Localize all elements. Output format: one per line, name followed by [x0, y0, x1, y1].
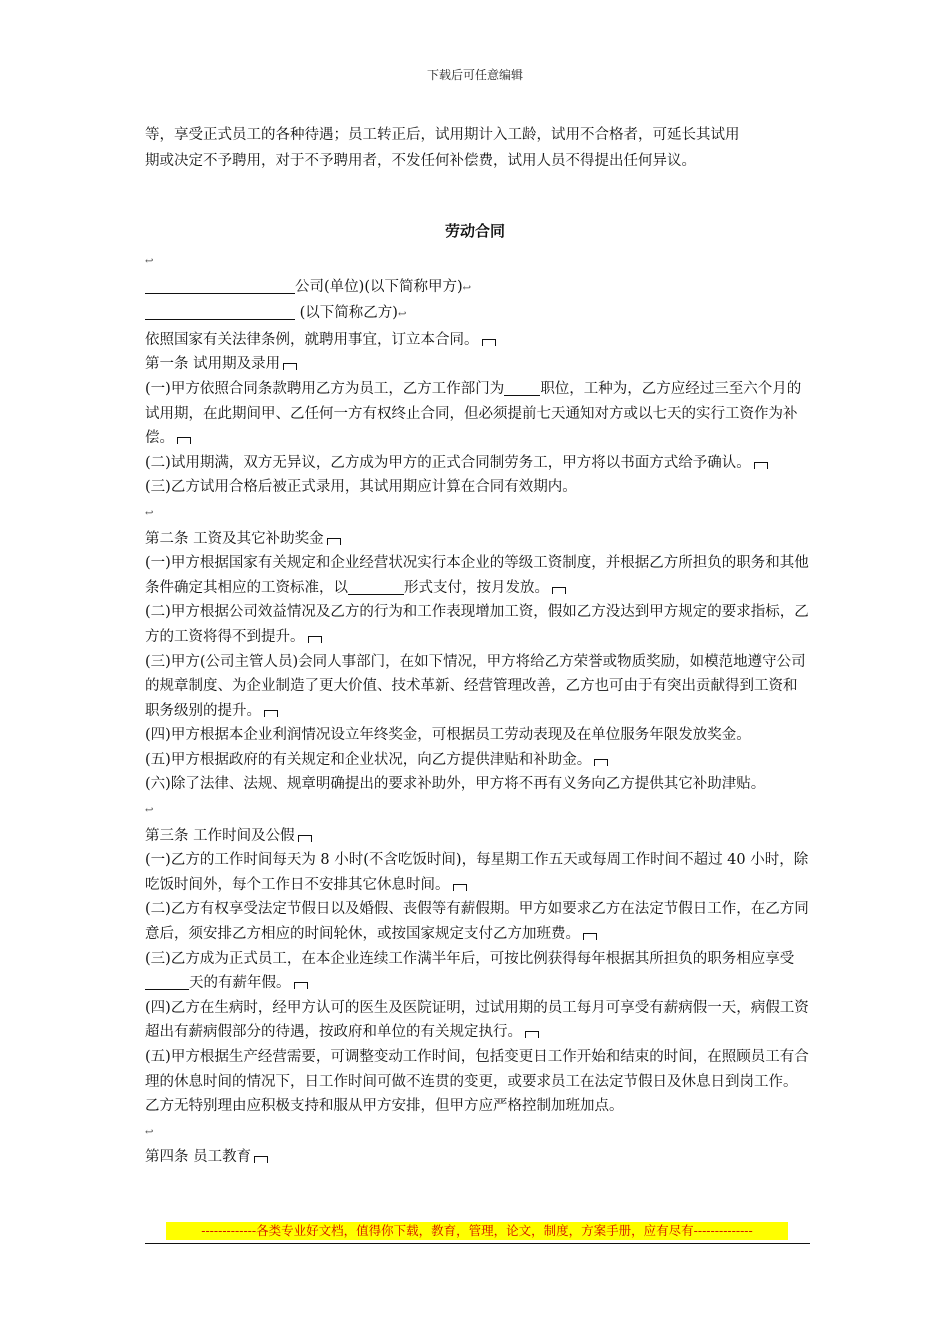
- footer-divider: [145, 1243, 810, 1244]
- return-icon: [525, 1031, 539, 1038]
- intro-paragraph: [145, 122, 810, 174]
- return-icon: [583, 933, 597, 940]
- preamble: 依照国家有关法律条例，就聘用事宜，订立本合同。: [145, 328, 810, 353]
- clause-2-2: (二)甲方根据公司效益情况及乙方的行为和工作表现增加工资，假如乙方没达到甲方规定的要求指标，乙方的工资将得不到提升。: [145, 604, 809, 645]
- intro-line-2: 期或决定不予聘用，对于不予聘用者，不发任何补偿费，试用人员不得提出任何异议。: [145, 153, 696, 169]
- clause-3-2: (二)乙方有权享受法定节假日以及婚假、丧假等有薪假期。甲方如要求乙方在法定节假日工作，在乙方同意后，须安排乙方相应的时间轮休，或按国家规定支付乙方加班费。: [145, 901, 809, 943]
- return-icon: [283, 363, 297, 370]
- paragraph-mark: ↩: [145, 507, 154, 519]
- paragraph-mark: ↩: [145, 256, 154, 267]
- contract-body: [145, 248, 810, 1170]
- clause-2-3: (三)甲方(公司主管人员)会同人事部门，在如下情况，甲方将给乙方荣誉或物质奖励，如模范地遵守公司的规章制度、为企业制造了更大价值、技术革新、经营管理改善，乙方也可由于有突出贡献得到工资和职务级别的提升。: [145, 653, 806, 719]
- document-title: 劳动合同: [444, 222, 505, 240]
- return-icon: [482, 339, 496, 346]
- return-icon: [453, 884, 467, 891]
- clause-1-1: (一)甲方依照合同条款聘用乙方为员工，乙方工作部门为 职位，工种为，乙方应经过三至六个月的试用期，在此期间甲、乙任何一方有权终止合同，但必须提前七天通知对方或以七天的实行工资作为补偿。: [145, 380, 802, 447]
- blank-leave-days[interactable]: [145, 975, 189, 990]
- return-icon: [294, 982, 308, 989]
- return-icon: [177, 437, 191, 444]
- return-icon: [254, 1156, 268, 1163]
- return-icon: [594, 759, 608, 766]
- clause-3-3: (三)乙方成为正式员工，在本企业连续工作满半年后，可按比例获得每年根据其所担负的职务相应享受天的有薪年假。: [145, 950, 795, 992]
- return-icon: [264, 710, 278, 717]
- blank-department[interactable]: [504, 381, 540, 396]
- return-icon: [308, 636, 322, 643]
- clause-3-5: (五)甲方根据生产经营需要，可调整变动工作时间，包括变更日工作开始和结束的时间，在照顾员工有合理的休息时间的情况下，日工作时间可做不连贯的变更，或要求员工在法定节假日及休息日到岗工作。乙方无特别理由应积极支持和服从甲方安排，但甲方应严格控制加班加点。: [145, 1049, 809, 1115]
- clause-2-5: (五)甲方根据政府的有关规定和企业状况，向乙方提供津贴和补助金。: [145, 748, 810, 773]
- blank-payment-form[interactable]: [348, 580, 404, 595]
- blank-party-b[interactable]: [145, 305, 295, 320]
- clause-2-1: (一)甲方根据国家有关规定和企业经营状况实行本企业的等级工资制度，并根据乙方所担负的职务和其他条件确定其相应的工资标准，以 形式支付，按月发放。: [145, 555, 809, 596]
- return-icon: [552, 587, 566, 594]
- blank-party-a[interactable]: [145, 279, 295, 294]
- clause-2-4: (四)甲方根据本企业利润情况设立年终奖金，可根据员工劳动表现及在单位服务年限发放奖金。: [145, 727, 751, 744]
- clause-2-6: (六)除了法律、法规、规章明确提出的要求补助外，甲方将不再有义务向乙方提供其它补助津贴。: [145, 776, 766, 793]
- section-heading-4: 第四条 员工教育: [145, 1145, 810, 1170]
- section-heading-3: 第三条 工作时间及公假: [145, 824, 810, 849]
- paragraph-mark: ↩: [145, 805, 154, 817]
- clause-1-3: (三)乙方试用合格后被正式录用，其试用期应计算在合同有效期内。: [145, 479, 577, 496]
- return-icon: [327, 538, 341, 545]
- intro-line-1: 等，享受正式员工的各种待遇；员工转正后，试用期计入工龄，试用不合格者，可延长其试用: [145, 127, 740, 143]
- clause-3-1: (一)乙方的工作时间每天为 8 小时(不含吃饭时间)，每星期工作五天或每周工作时间不超过 40 小时，除吃饭时间外，每个工作日不安排其它休息时间。: [145, 852, 809, 893]
- return-icon: [754, 462, 768, 469]
- clause-3-4: (四)乙方在生病时，经甲方认可的医生及医院证明，过试用期的员工每月可享受有薪病假一天，病假工资超出有薪病假部分的待遇，按政府和单位的有关规定执行。: [145, 999, 809, 1041]
- footer-banner: -------------各类专业好文档，值得你下载，教育，管理，论文，制度，方案手册，应有尽有--------------: [166, 1222, 788, 1240]
- clause-1-2: (二)试用期满，双方无异议，乙方成为甲方的正式合同制劳务工，甲方将以书面方式给予确认。: [145, 451, 810, 476]
- paragraph-mark: ↩: [145, 1126, 154, 1138]
- party-a-line: 公司(单位)(以下简称甲方)↩: [145, 275, 810, 302]
- page-header: 下载后可任意编辑: [426, 68, 523, 82]
- party-b-line: (以下简称乙方)↩: [145, 301, 810, 328]
- section-heading-1: 第一条 试用期及录用: [145, 352, 810, 377]
- section-heading-2: 第二条 工资及其它补助奖金: [145, 527, 810, 552]
- return-icon: [298, 835, 312, 842]
